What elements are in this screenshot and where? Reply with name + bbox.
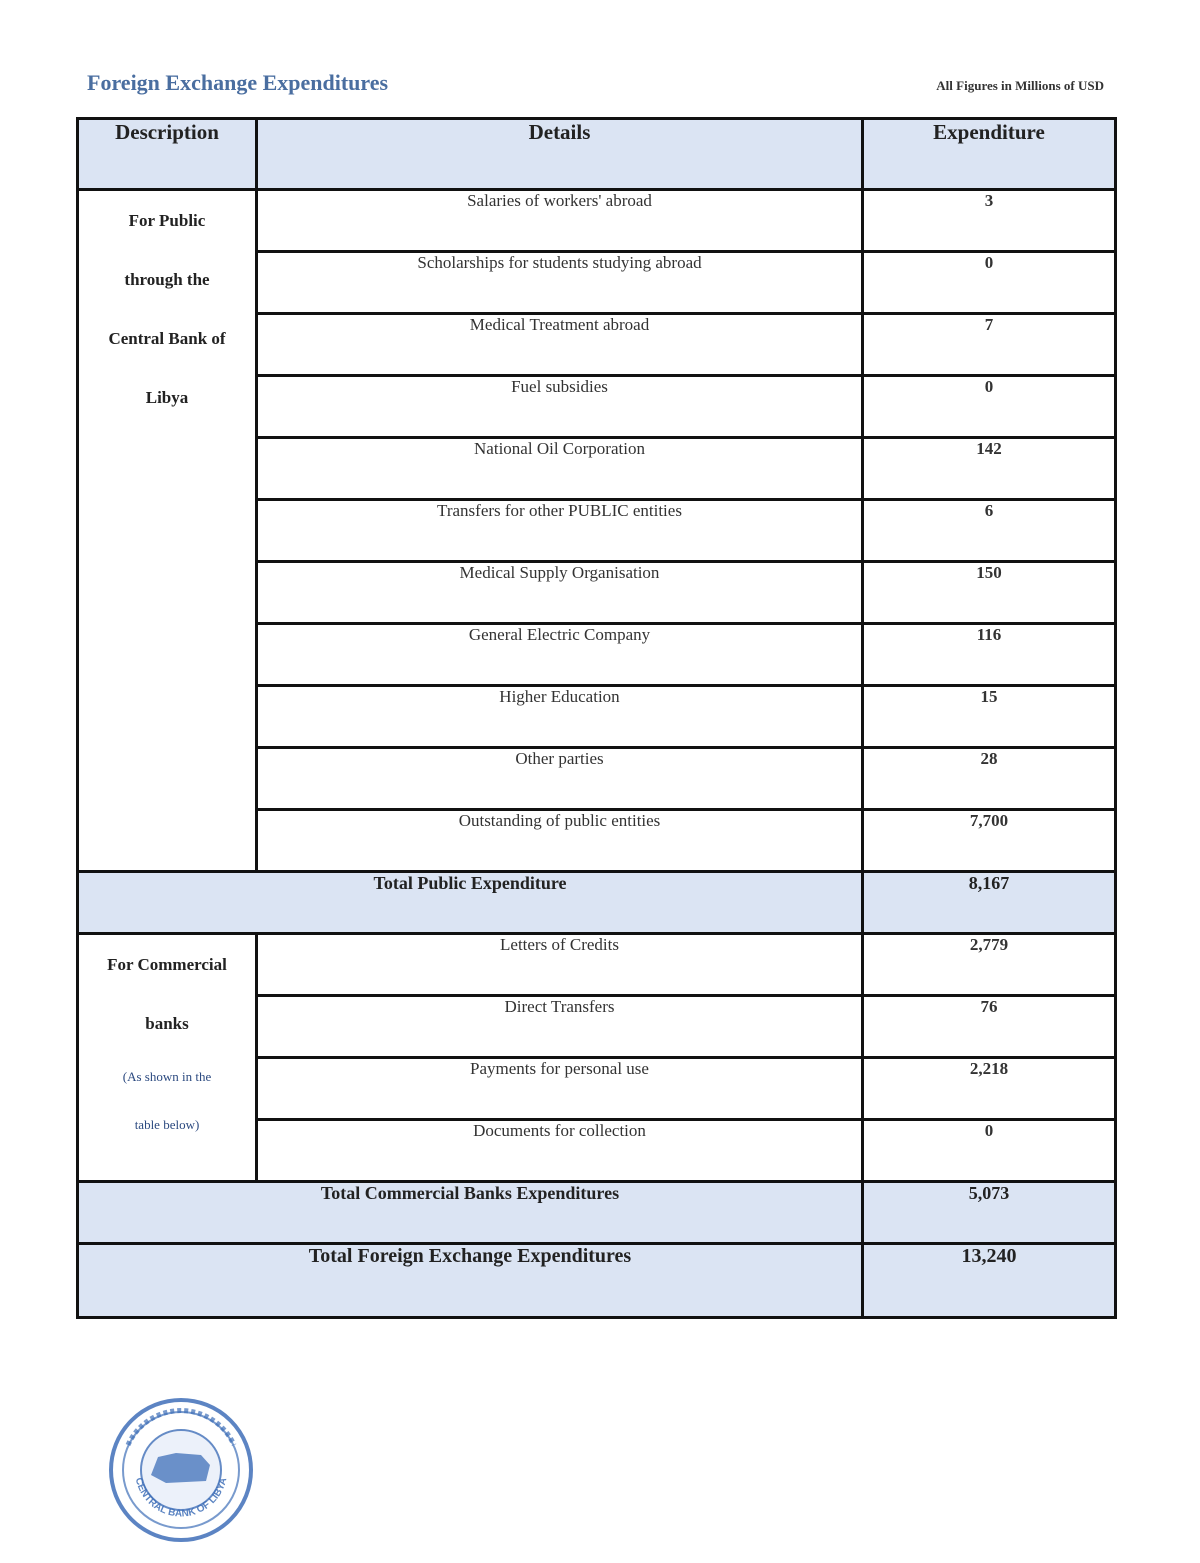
value-cell: 150 <box>863 562 1116 624</box>
value-cell: 116 <box>863 624 1116 686</box>
expenditure-table <box>76 117 1117 1319</box>
description-line: Libya <box>145 388 189 407</box>
commercial-total-value: 5,073 <box>863 1182 1116 1244</box>
detail-cell: Outstanding of public entities <box>257 810 863 872</box>
header-expenditure: Expenditure <box>863 119 1116 190</box>
description-line: Central Bank of <box>108 329 226 348</box>
detail-cell: Medical Treatment abroad <box>257 314 863 376</box>
commercial-total-row <box>78 1182 1116 1244</box>
description-line: banks <box>145 1014 189 1033</box>
detail-cell: Higher Education <box>257 686 863 748</box>
description-note-line: table below) <box>134 1117 200 1132</box>
description-line: For Public <box>128 211 206 230</box>
value-cell: 7,700 <box>863 810 1116 872</box>
commercial-description-cell <box>78 934 257 1182</box>
units-note: All Figures in Millions of USD <box>936 78 1104 93</box>
public-total-label: Total Public Expenditure <box>78 872 863 934</box>
commercial-total-label: Total Commercial Banks Expenditures <box>78 1182 863 1244</box>
description-note-line: (As shown in the <box>122 1069 212 1084</box>
value-cell: 15 <box>863 686 1116 748</box>
value-cell: 2,779 <box>863 934 1116 996</box>
description-line: through the <box>124 270 210 289</box>
header-details: Details <box>257 119 863 190</box>
detail-cell: Other parties <box>257 748 863 810</box>
detail-cell: Medical Supply Organisation <box>257 562 863 624</box>
value-cell: 2,218 <box>863 1058 1116 1120</box>
page-title: Foreign Exchange Expenditures <box>87 70 389 95</box>
value-cell: 0 <box>863 252 1116 314</box>
table-row <box>78 190 1116 252</box>
value-cell: 6 <box>863 500 1116 562</box>
description-line: For Commercial <box>107 955 227 974</box>
detail-cell: Scholarships for students studying abroad <box>257 252 863 314</box>
value-cell: 76 <box>863 996 1116 1058</box>
grand-total-label: Total Foreign Exchange Expenditures <box>78 1244 863 1318</box>
value-cell: 0 <box>863 1120 1116 1182</box>
public-total-value: 8,167 <box>863 872 1116 934</box>
grand-total-value: 13,240 <box>863 1244 1116 1318</box>
svg-text:CENTRAL BANK OF LIBYA: CENTRAL BANK OF LIBYA <box>132 1476 230 1520</box>
public-description-cell <box>78 190 257 872</box>
value-cell: 7 <box>863 314 1116 376</box>
grand-total-row <box>78 1244 1116 1318</box>
table-row <box>78 934 1116 996</box>
detail-cell: General Electric Company <box>257 624 863 686</box>
value-cell: 0 <box>863 376 1116 438</box>
detail-cell: Fuel subsidies <box>257 376 863 438</box>
detail-cell: Letters of Credits <box>257 934 863 996</box>
public-total-row <box>78 872 1116 934</box>
central-bank-seal-icon <box>106 1395 256 1545</box>
header-description: Description <box>78 119 257 190</box>
detail-cell: Documents for collection <box>257 1120 863 1182</box>
detail-cell: National Oil Corporation <box>257 438 863 500</box>
detail-cell: Transfers for other PUBLIC entities <box>257 500 863 562</box>
value-cell: 142 <box>863 438 1116 500</box>
detail-cell: Direct Transfers <box>257 996 863 1058</box>
value-cell: 3 <box>863 190 1116 252</box>
header-row <box>78 119 1116 190</box>
value-cell: 28 <box>863 748 1116 810</box>
detail-cell: Payments for personal use <box>257 1058 863 1120</box>
detail-cell: Salaries of workers' abroad <box>257 190 863 252</box>
